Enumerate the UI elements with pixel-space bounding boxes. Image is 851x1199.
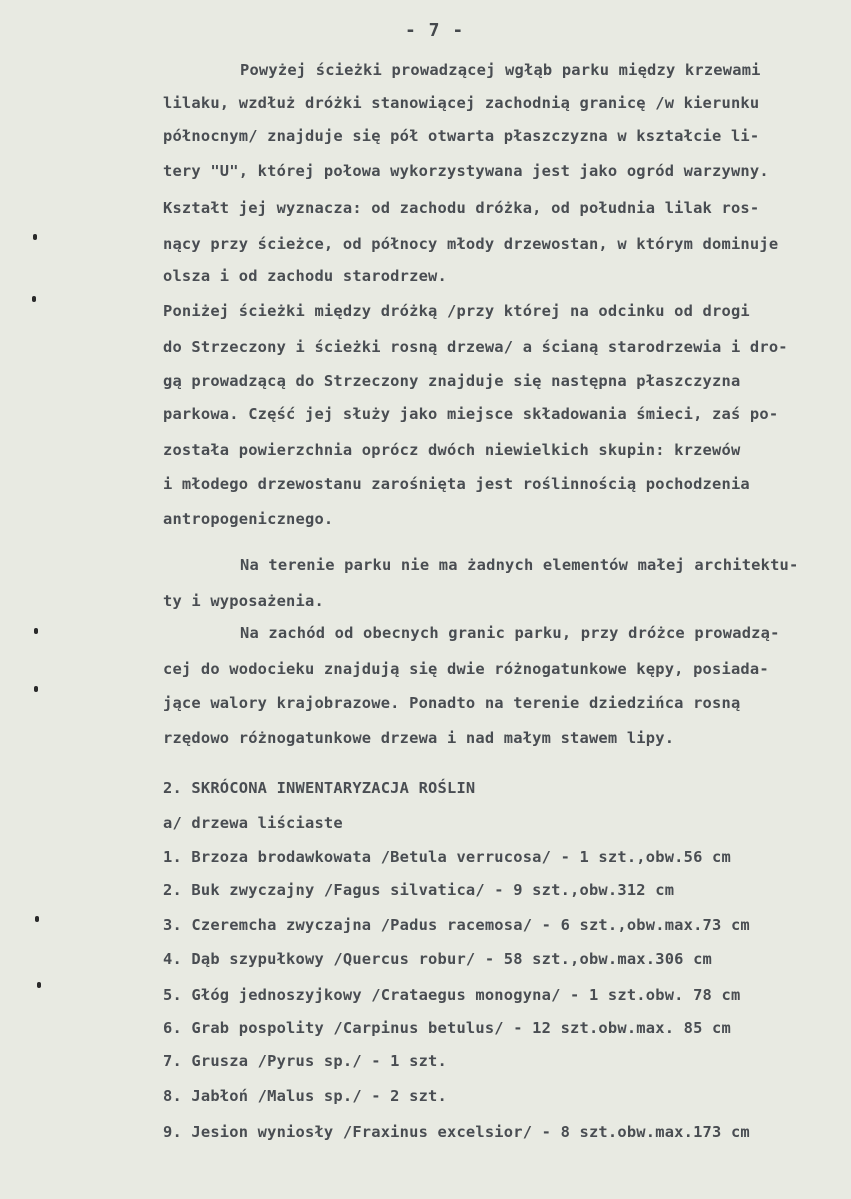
list-item: 5. Głóg jednoszyjkowy /Crataegus monogyna/ - 1 szt.obw. 78 cm xyxy=(163,986,741,1004)
text-line: gą prowadzącą do Strzeczony znajduje się następna płaszczyzna xyxy=(163,372,741,390)
list-item: 9. Jesion wyniosły /Fraxinus excelsior/ - 8 szt.obw.max.173 cm xyxy=(163,1123,750,1141)
margin-mark xyxy=(35,916,39,922)
list-item: 7. Grusza /Pyrus sp./ - 1 szt. xyxy=(163,1052,447,1070)
text-line: ty i wyposażenia. xyxy=(163,592,324,610)
list-item: 6. Grab pospolity /Carpinus betulus/ - 12 szt.obw.max. 85 cm xyxy=(163,1019,731,1037)
margin-mark xyxy=(37,982,41,988)
text-line: została powierzchnia oprócz dwóch niewielkich skupin: krzewów xyxy=(163,441,741,459)
list-item: 2. Buk zwyczajny /Fagus silvatica/ - 9 szt.,obw.312 cm xyxy=(163,881,675,899)
list-item: 8. Jabłoń /Malus sp./ - 2 szt. xyxy=(163,1087,447,1105)
text-line: olsza i od zachodu starodrzew. xyxy=(163,267,447,285)
text-line: antropogenicznego. xyxy=(163,510,334,528)
text-line: północnym/ znajduje się pół otwarta płaszczyzna w kształcie li- xyxy=(163,127,760,145)
text-line: lilaku, wzdłuż dróżki stanowiącej zachodnią granicę /w kierunku xyxy=(163,94,760,112)
list-item: 1. Brzoza brodawkowata /Betula verrucosa/ - 1 szt.,obw.56 cm xyxy=(163,848,731,866)
text-line: Na zachód od obecnych granic parku, przy dróżce prowadzą- xyxy=(240,624,780,642)
text-line: cej do wodocieku znajdują się dwie różnogatunkowe kępy, posiada- xyxy=(163,660,769,678)
section-subheading: a/ drzewa liściaste xyxy=(163,814,343,832)
text-line: Na terenie parku nie ma żadnych elementów małej architektu- xyxy=(240,556,799,574)
list-item: 4. Dąb szypułkowy /Quercus robur/ - 58 szt.,obw.max.306 cm xyxy=(163,950,713,968)
margin-mark xyxy=(32,296,36,302)
text-line: Poniżej ścieżki między dróżką /przy której na odcinku od drogi xyxy=(163,302,750,320)
text-line: tery "U", której połowa wykorzystywana jest jako ogród warzywny. xyxy=(163,162,769,180)
text-line: jące walory krajobrazowe. Ponadto na terenie dziedzińca rosną xyxy=(163,694,741,712)
text-line: parkowa. Część jej służy jako miejsce składowania śmieci, zaś po- xyxy=(163,405,779,423)
text-line: nący przy ścieżce, od północy młody drzewostan, w którym dominuje xyxy=(163,235,779,253)
text-line: i młodego drzewostanu zarośnięta jest roślinnością pochodzenia xyxy=(163,475,750,493)
margin-mark xyxy=(34,628,38,634)
text-line: do Strzeczony i ścieżki rosną drzewa/ a ścianą starodrzewia i dro- xyxy=(163,338,788,356)
text-line: Powyżej ścieżki prowadzącej wgłąb parku między krzewami xyxy=(240,61,761,79)
list-item: 3. Czeremcha zwyczajna /Padus racemosa/ - 6 szt.,obw.max.73 cm xyxy=(163,916,750,934)
page-number: - 7 - xyxy=(405,20,465,41)
text-line: Kształt jej wyznacza: od zachodu dróżka, od południa lilak ros- xyxy=(163,199,760,217)
margin-mark xyxy=(34,686,38,692)
section-heading: 2. SKRÓCONA INWENTARYZACJA ROŚLIN xyxy=(163,779,476,797)
text-line: rzędowo różnogatunkowe drzewa i nad małym stawem lipy. xyxy=(163,729,675,747)
margin-mark xyxy=(33,234,37,240)
